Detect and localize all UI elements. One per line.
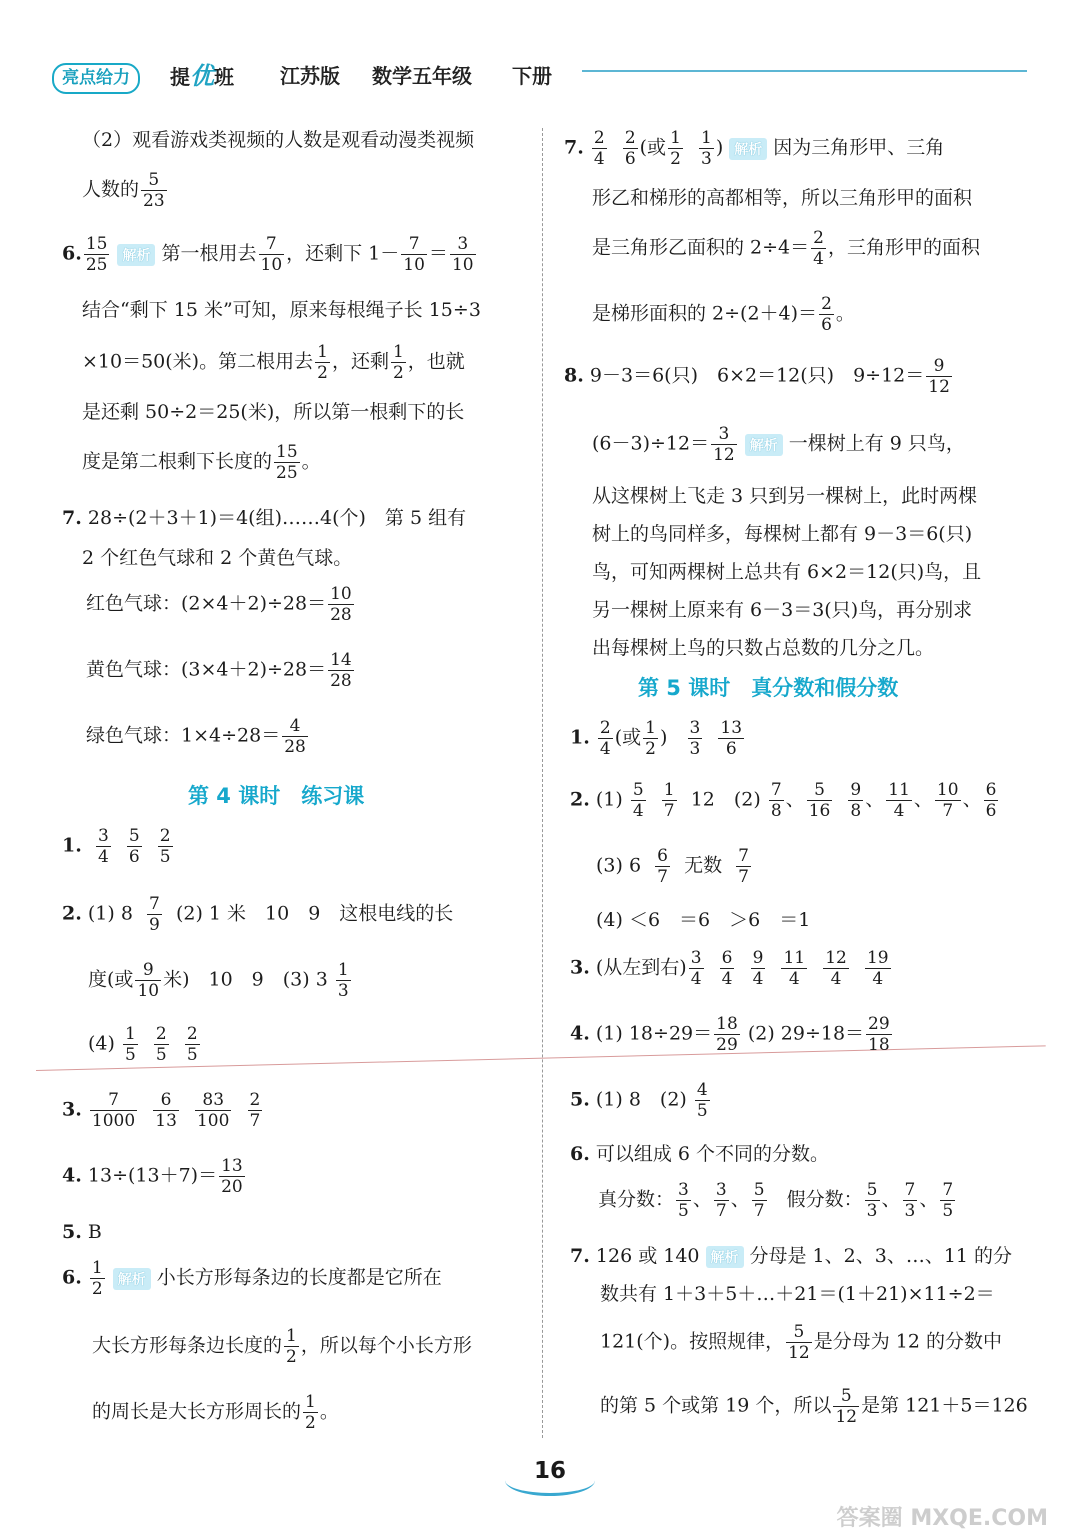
fraction: $\frac{7}{8}$ [770,780,782,821]
left-line [82,170,169,211]
fraction: $\frac{2}{6}$ [821,294,832,335]
title-pre: 提 [170,65,190,89]
fraction: $\frac{29}{18}$ [868,1014,890,1055]
right-line: 形乙和梯形的高都相等，所以三角形甲的面积 [592,187,973,209]
fraction: $\frac{6}{7}$ [657,846,668,887]
right-line [600,1386,1028,1427]
text: ，三角形甲的面积 [827,236,980,259]
analysis-tag: 解析 [117,244,155,266]
text: 。 [835,302,855,325]
lesson5-answer-2: 2. (1) $\frac{5}{4}$ $\frac{1}{7}$ 12 (2) $\frac{7}{8}$ 、 $\frac{5}{16}$ $\frac{9}{8}$ 、 $\frac{11}{4}$ 、 $\frac{10}{7}$ 、 $\frac{6}{6}$ [570,780,997,821]
text: 121(个)。按照规律， [600,1330,785,1353]
fraction: $\frac{1}{2}$ [645,718,656,759]
lesson4-answer-2 [62,894,453,935]
fraction: $\frac{1}{5}$ [124,1024,136,1065]
lesson5-answer-4 [570,1014,894,1055]
text: 红色气球：(2×4＋2)÷28＝ [86,592,327,615]
left-line: （2）观看游戏类视频的人数是观看动漫类视频 [82,129,475,151]
analysis-tag: 解析 [113,1268,151,1290]
text: (6－3)÷12＝ [592,432,710,455]
fraction: $\frac{2}{7}$ [249,1090,261,1131]
fraction: $\frac{6}{4}$ [721,948,733,989]
fraction: $\frac{3}{10}$ [451,234,474,275]
q-num: 1. [62,834,82,857]
column-divider [542,128,543,1438]
right-line: 鸟，可知两棵树上总共有 6×2＝12(只)鸟，且 [592,561,982,583]
fraction: $\frac{12}{4}$ [825,948,847,989]
fraction: $\frac{9}{8}$ [850,780,862,821]
q-num: 7. [564,136,584,159]
right-line: 真分数： $\frac{3}{5}$ 、 $\frac{3}{7}$ 、 $\frac{5}{7}$ 假分数： $\frac{5}{3}$ 、 $\frac{7}{3}$ 、 $\frac{7}{5}$ [598,1180,954,1221]
text: (或 [614,726,642,749]
fraction: $\frac{18}{29}$ [716,1014,738,1055]
lesson5-answer-1: 1. $\frac{2}{4}$ (或 $\frac{1}{2}$ ) $\frac{3}{3}$ $\frac{13}{6}$ [570,718,743,759]
right-line: 另一棵树上原来有 6－3＝3(只)鸟，再分别求 [592,599,973,621]
fraction: $\frac{10}{7}$ [936,780,959,821]
lesson4-answer-5 [62,1220,102,1244]
fraction: $\frac{1}{2}$ [392,342,404,383]
text: 是分母为 12 的分数中 [813,1330,1002,1353]
lesson5-answer-7 [570,1244,1012,1268]
fraction: $\frac{5}{16}$ [808,780,831,821]
lesson5-answer-5 [570,1080,712,1121]
title-post: 班 [214,65,234,89]
left-line [82,342,465,383]
red-balloon [86,584,356,625]
fraction: $\frac{15}{25}$ [85,234,108,275]
fraction: $\frac{5}{7}$ [753,1180,765,1221]
text: 小长方形每条边的长度都是它所在 [156,1266,442,1289]
text: 9－3＝6(只) 6×2＝12(只) 9÷12＝ [589,364,925,387]
text: 第一根用去 [161,242,257,265]
fraction: $\frac{9}{12}$ [928,356,950,397]
text: (2) 29÷18＝ [747,1022,865,1045]
fraction: $\frac{83}{100}$ [196,1090,230,1131]
text: ，也就 [407,350,465,373]
fraction: $\frac{6}{13}$ [155,1090,177,1131]
text: 真分数： [598,1188,675,1211]
fraction: $\frac{14}{28}$ [330,650,352,691]
text: 的第 5 个或第 19 个，所以 [600,1394,832,1417]
fraction: $\frac{5}{12}$ [788,1322,810,1363]
text: 是三角形乙面积的 2÷4＝ [592,236,810,259]
text: 13÷(13＋7)＝ [87,1164,218,1187]
fraction: $\frac{3}{4}$ [97,826,109,867]
text: (1) 18÷29＝ [595,1022,713,1045]
q-num: 6. [62,242,82,265]
q-num: 7. [62,507,82,529]
fraction: $\frac{7}{10}$ [260,234,283,275]
fraction: $\frac{3}{3}$ [689,718,701,759]
fraction: $\frac{5}{6}$ [128,826,140,867]
text: (2) 1 米 10 9 这根电线的长 [175,902,454,925]
q-num: 5. [62,1221,82,1243]
left-line: 结合“剩下 15 米”可知，原来每根绳子长 15÷3 [82,299,481,321]
text: 。 [319,1400,339,1423]
fraction: $\frac{3}{12}$ [713,424,735,465]
fraction: $\frac{13}{6}$ [720,718,743,759]
text: 126 或 140 [595,1245,700,1267]
fraction: $\frac{9}{4}$ [752,948,764,989]
text: 因为三角形甲、三角 [773,136,945,159]
fraction: $\frac{7}{1000}$ [91,1090,136,1131]
fraction: $\frac{11}{4}$ [888,780,910,821]
answer-6-line1 [62,234,478,275]
text: ) 10 9 (3) 3 [182,968,328,991]
right-line: (4) ＜6 ＝6 ＞6 ＝1 [596,909,811,931]
left-line [92,1326,472,1367]
fraction: $\frac{7}{9}$ [149,894,160,935]
text: ＝ [428,242,448,265]
analysis-tag: 解析 [729,138,767,160]
right-line [600,1322,1002,1363]
right-line [592,424,965,465]
header-logo: 亮点给力 [52,63,140,94]
q-num: 5. [570,1088,590,1111]
text: (1) [595,788,623,811]
fraction: $\frac{2}{5}$ [155,1024,167,1065]
fraction: $\frac{1}{2}$ [286,1326,297,1367]
text: B [87,1221,102,1243]
right-line: 数共有 1＋3＋5＋…＋21＝(1＋21)×11÷2＝ [600,1283,995,1305]
fraction: $\frac{1}{2}$ [670,128,681,169]
right-answer-8 [564,356,954,397]
text: ，还剩下 1－ [286,242,400,265]
text: (从左到右) [595,956,687,979]
q-num: 6. [570,1143,590,1165]
analysis-tag: 解析 [745,434,783,456]
right-line [596,846,753,887]
fraction: $\frac{1}{7}$ [663,780,675,821]
fraction: $\frac{5}{23}$ [143,170,165,211]
text: 。 [301,450,321,473]
fraction: $\frac{13}{20}$ [221,1156,243,1197]
fraction: $\frac{9}{10}$ [137,960,160,1001]
analysis-tag: 解析 [706,1246,744,1268]
q-num: 2. [570,788,590,811]
text: ，所以每个小长方形 [300,1334,472,1357]
text: 米 [163,968,183,991]
fraction: $\frac{4}{28}$ [284,716,306,757]
fraction: $\frac{3}{7}$ [715,1180,727,1221]
lesson5-answer-3 [570,948,893,989]
fraction: $\frac{2}{6}$ [624,128,636,169]
q-num: 7. [570,1245,590,1267]
text: (1) 8 [87,902,133,925]
fraction: $\frac{7}{10}$ [403,234,425,275]
left-line: 是还剩 50÷2＝25(米)，所以第一根剩下的长 [82,401,465,423]
fraction: $\frac{19}{4}$ [866,948,889,989]
page-number: 16 [533,1458,566,1484]
left-line [88,960,353,1001]
lesson4-answer-4 [62,1156,247,1197]
fraction: $\frac{6}{6}$ [985,780,997,821]
left-line [88,1024,202,1065]
fraction: $\frac{4}{5}$ [696,1080,708,1121]
fraction: $\frac{5}{12}$ [835,1386,858,1427]
text: 假分数： [786,1188,863,1211]
fraction: $\frac{2}{5}$ [159,826,171,867]
lesson5-answer-6 [570,1142,829,1166]
text: ，还剩 [331,350,389,373]
text: 28÷(2＋3＋1)＝4(组)……4(个) 第 5 组有 [87,507,467,529]
header-volume: 下册 [512,64,552,88]
lesson4-answer-6 [62,1258,442,1299]
text: 人数的 [82,178,140,201]
text: ×10＝50(米)。第二根用去 [82,350,314,373]
right-line: 出每棵树上鸟的只数占总数的几分之几。 [592,637,935,659]
fraction: $\frac{1}{2}$ [305,1392,316,1433]
fraction: $\frac{7}{7}$ [738,846,749,887]
text: (3) 6 [596,854,642,877]
fraction: $\frac{11}{4}$ [783,948,806,989]
answer-7-line1 [62,506,466,530]
text: (1) 8 (2) [595,1088,687,1111]
text: 度是第二根剩下长度的 [82,450,273,473]
header-title [170,62,234,91]
text: 是第 121＋5＝126 [861,1394,1028,1417]
text: 绿色气球：1×4÷28＝ [86,724,281,747]
text: (4) [88,1032,115,1055]
fraction: $\frac{1}{2}$ [91,1258,103,1299]
header-rule [582,70,1027,72]
left-line: 2 个红色气球和 2 个黄色气球。 [82,547,353,569]
text: 大长方形每条边长度的 [92,1334,283,1357]
right-answer-7: 7. $\frac{2}{4}$ $\frac{2}{6}$ (或 $\frac{1}{2}$ $\frac{1}{3}$ ) 解析 因为三角形甲、三角 [564,128,945,169]
text: 分母是 1、2、3、…、11 的分 [749,1245,1013,1267]
q-num: 6. [62,1266,82,1289]
q-num: 3. [570,956,590,979]
header-subject: 数学五年级 [372,64,472,88]
green-balloon [86,716,310,757]
fraction: $\frac{5}{3}$ [866,1180,878,1221]
right-line [592,228,980,269]
text: 度 [88,968,108,991]
text: 一棵树上有 9 只鸟， [788,432,965,455]
text: (或 [107,968,134,991]
q-num: 3. [62,1098,82,1121]
text: 黄色气球：(3×4＋2)÷28＝ [86,658,327,681]
fraction: $\frac{2}{4}$ [599,718,611,759]
title-you: 优 [190,62,214,90]
right-line: 树上的鸟同样多，每棵树上都有 9－3＝6(只) [592,523,973,545]
q-num: 8. [564,364,584,387]
fraction: $\frac{1}{3}$ [700,128,712,169]
text: 无数 [684,854,723,877]
right-line: 从这棵树上飞走 3 只到另一棵树上，此时两棵 [592,485,978,507]
fraction: $\frac{15}{25}$ [276,442,298,483]
left-line [82,442,321,483]
fraction: $\frac{5}{4}$ [632,780,644,821]
watermark: 答案圈 MXQE.COM [836,1506,1048,1531]
text: (或 [639,136,667,159]
fraction: $\frac{1}{3}$ [337,960,349,1001]
q-num: 4. [570,1022,590,1045]
header-edition: 江苏版 [280,64,340,88]
text: 可以组成 6 个不同的分数。 [595,1143,830,1165]
fraction: $\frac{7}{5}$ [942,1180,954,1221]
fraction: $\frac{2}{4}$ [813,228,824,269]
text: 是梯形面积的 2÷(2＋4)＝ [592,302,818,325]
section-title-5: 第 5 课时 真分数和假分数 [638,676,899,700]
q-num: 4. [62,1164,82,1187]
fraction: $\frac{3}{5}$ [678,1180,689,1221]
right-line [592,294,855,335]
section-title-4: 第 4 课时 练习课 [188,784,365,808]
fraction: $\frac{1}{2}$ [317,342,328,383]
text: 的周长是大长方形周长的 [92,1400,302,1423]
q-num: 1. [570,726,590,749]
left-line [92,1392,339,1433]
fraction: $\frac{2}{4}$ [593,128,605,169]
fraction: $\frac{7}{3}$ [904,1180,916,1221]
q-num: 2. [62,902,82,925]
lesson4-answer-1 [62,826,175,867]
text: 12 (2) [690,788,761,811]
lesson4-answer-3 [62,1090,264,1131]
fraction: $\frac{2}{5}$ [186,1024,198,1065]
fraction: $\frac{10}{28}$ [330,584,352,625]
yellow-balloon [86,650,356,691]
fraction: $\frac{3}{4}$ [690,948,702,989]
